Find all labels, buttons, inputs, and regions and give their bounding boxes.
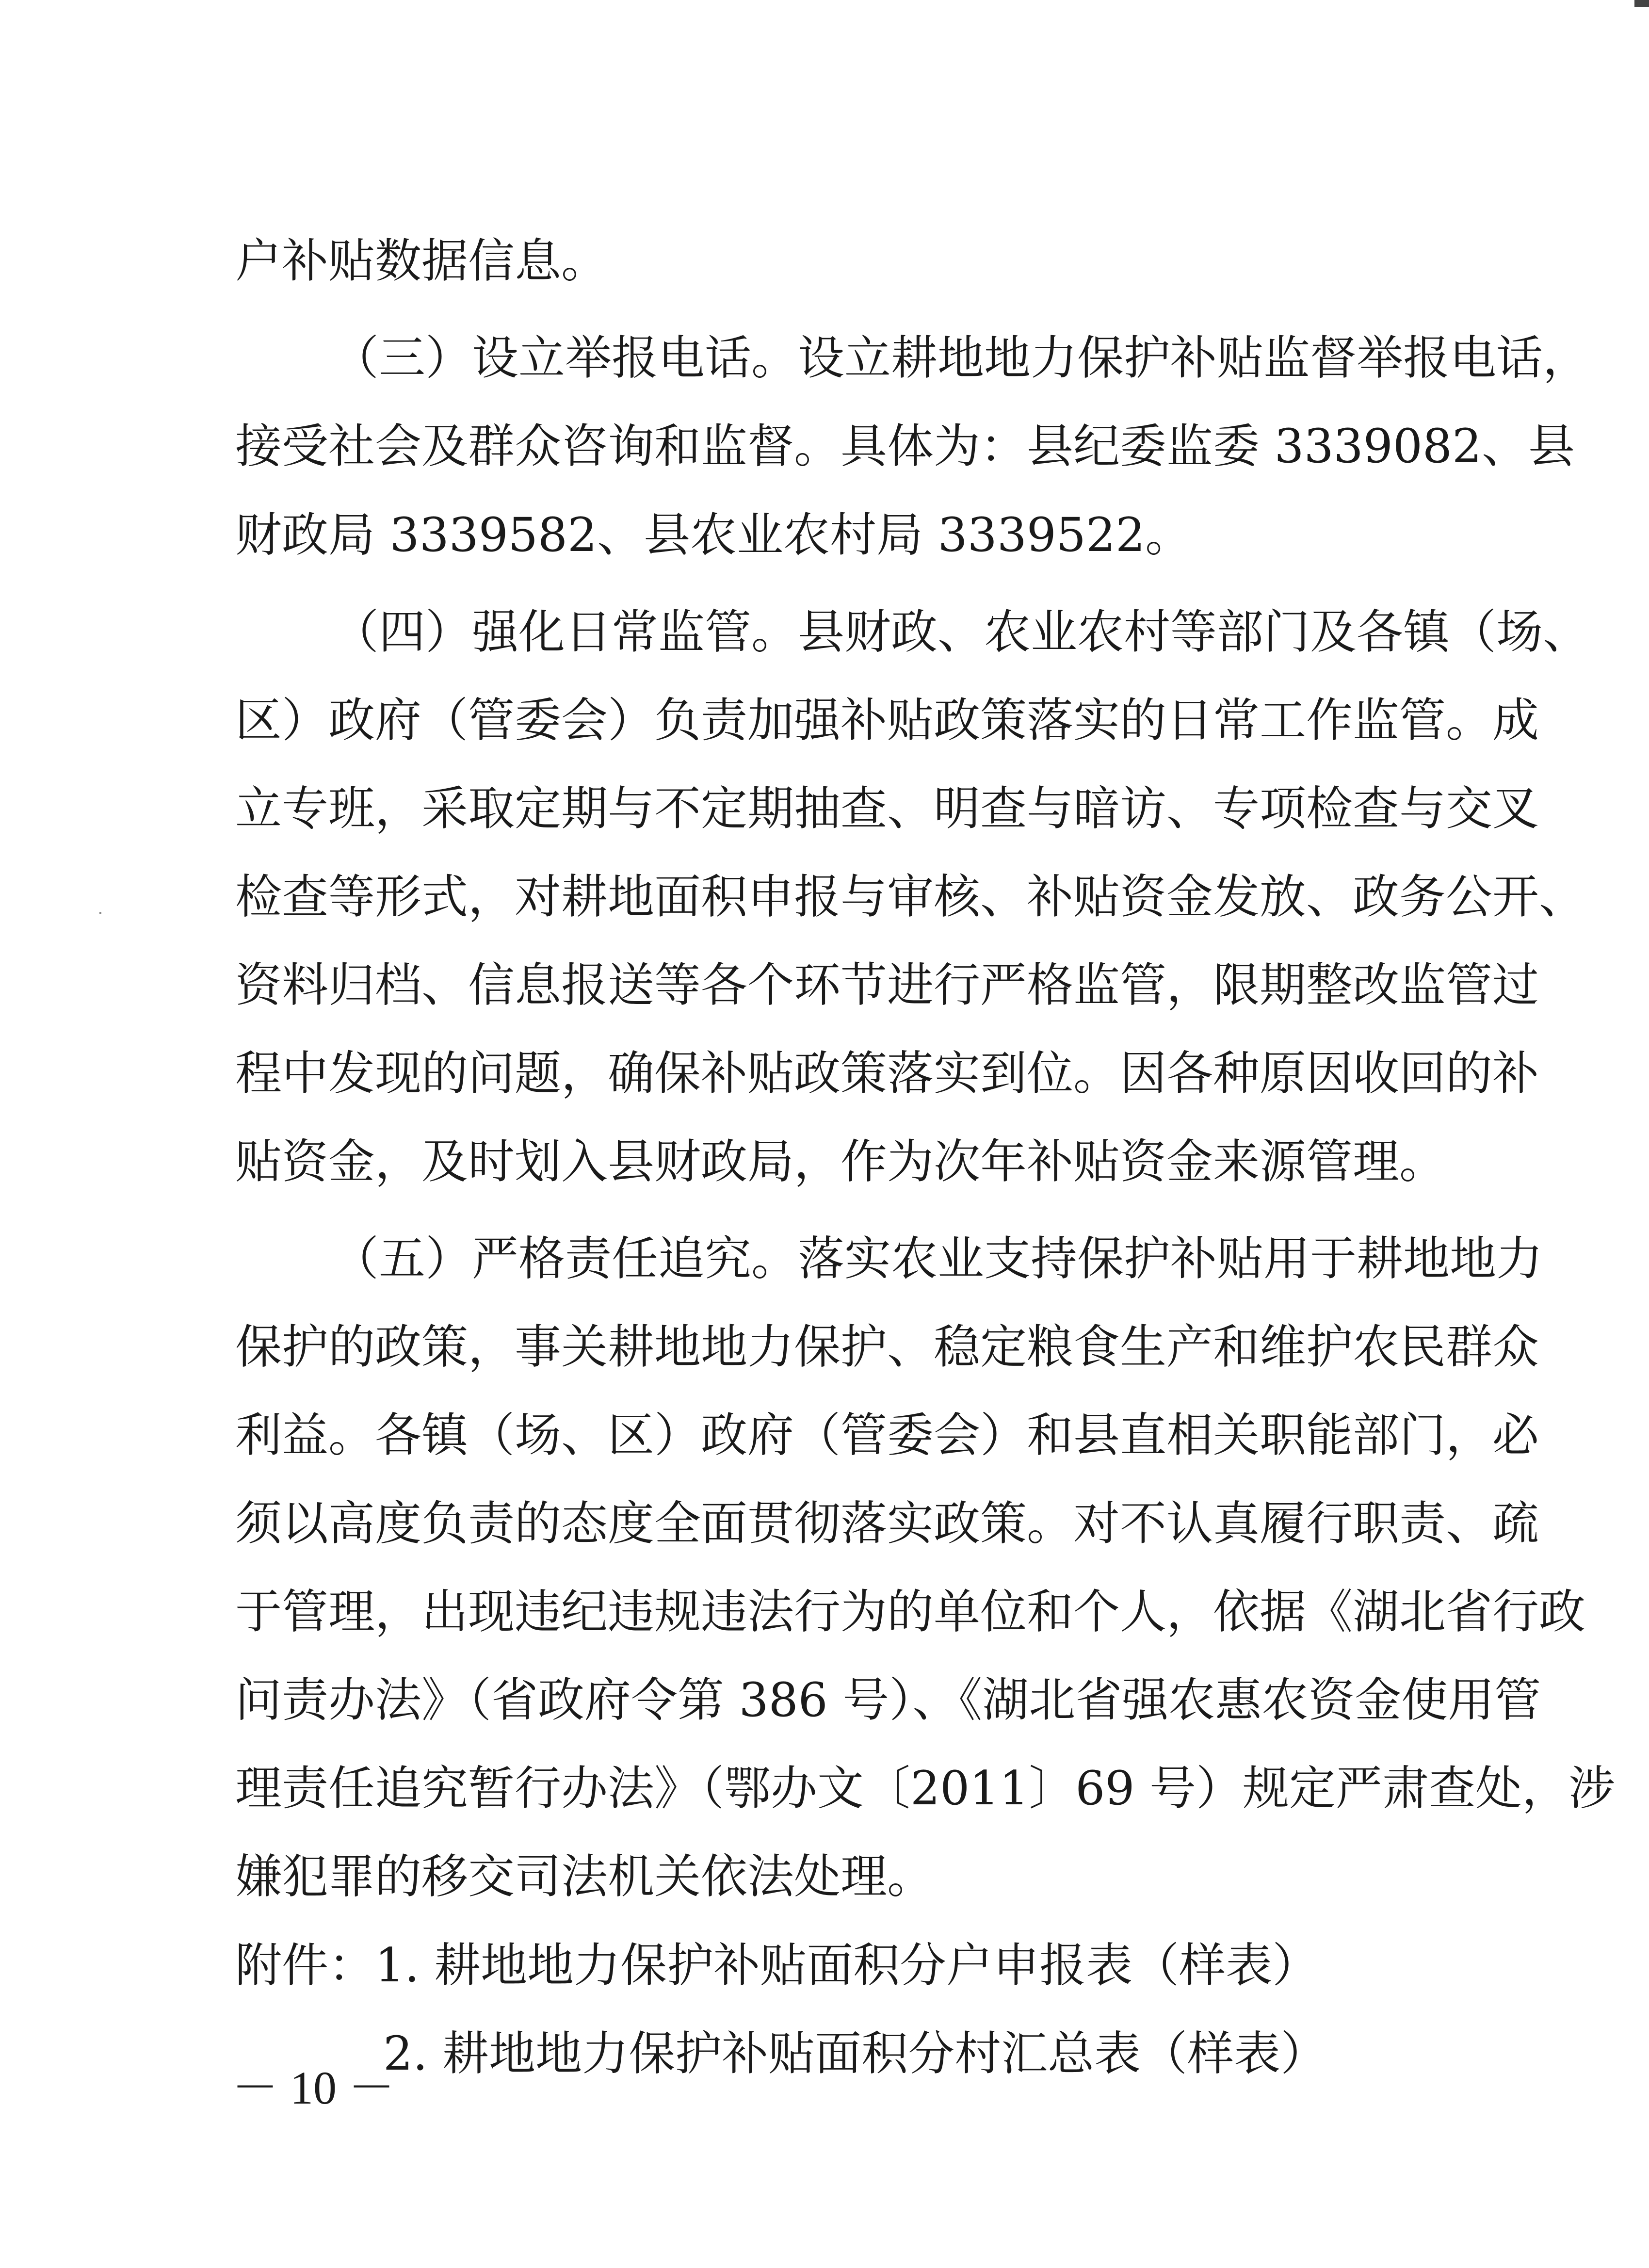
scan-speck bbox=[99, 912, 101, 914]
body-line: 资料归档、信息报送等各个环节进行严格监管，限期整改监管过 bbox=[235, 958, 1539, 1012]
body-line: 利益。各镇（场、区）政府（管委会）和县直相关职能部门，必 bbox=[235, 1408, 1539, 1462]
body-line: 户补贴数据信息。 bbox=[235, 234, 608, 288]
body-line: 检查等形式，对耕地面积申报与审核、补贴资金发放、政务公开、 bbox=[235, 870, 1585, 924]
body-line: 财政局 3339582、县农业农村局 3339522。 bbox=[235, 508, 1192, 562]
body-line: 须以高度负责的态度全面贯彻落实政策。对不认真履行职责、疏 bbox=[235, 1496, 1539, 1551]
attachment-item-2: 2. 耕地地力保护补贴面积分村汇总表（样表） bbox=[383, 2026, 1327, 2081]
body-line: 保护的政策，事关耕地地力保护、稳定粮食生产和维护农民群众 bbox=[235, 1320, 1539, 1374]
scan-corner-mark bbox=[1634, 0, 1649, 7]
body-line: （三）设立举报电话。设立耕地地力保护补贴监督举报电话， bbox=[332, 331, 1589, 385]
body-line: 理责任追究暂行办法》（鄂办文〔2011〕69 号）规定严肃查处，涉 bbox=[235, 1761, 1615, 1815]
body-line: 嫌犯罪的移交司法机关依法处理。 bbox=[235, 1849, 934, 1904]
page-number: － 10 － bbox=[232, 2062, 395, 2114]
body-line: 问责办法》（省政府令第 386 号）、《湖北省强农惠农资金使用管 bbox=[235, 1673, 1541, 1727]
body-line: 贴资金，及时划入县财政局，作为次年补贴资金来源管理。 bbox=[235, 1134, 1446, 1189]
body-line: 于管理，出现违纪违规违法行为的单位和个人，依据《湖北省行政 bbox=[235, 1585, 1585, 1639]
body-line: （五）严格责任追究。落实农业支持保护补贴用于耕地地力 bbox=[332, 1231, 1543, 1286]
body-line: 接受社会及群众咨询和监督。具体为：县纪委监委 3339082、县 bbox=[235, 419, 1575, 473]
body-line: 区）政府（管委会）负责加强补贴政策落实的日常工作监管。成 bbox=[235, 693, 1539, 747]
body-line: 程中发现的问题，确保补贴政策落实到位。因各种原因收回的补 bbox=[235, 1046, 1539, 1101]
body-line: 立专班，采取定期与不定期抽查、明查与暗访、专项检查与交叉 bbox=[235, 781, 1539, 836]
body-line: （四）强化日常监管。县财政、农业农村等部门及各镇（场、 bbox=[332, 605, 1589, 659]
attachment-item-1: 附件：1. 耕地地力保护补贴面积分户申报表（样表） bbox=[235, 1938, 1319, 1993]
